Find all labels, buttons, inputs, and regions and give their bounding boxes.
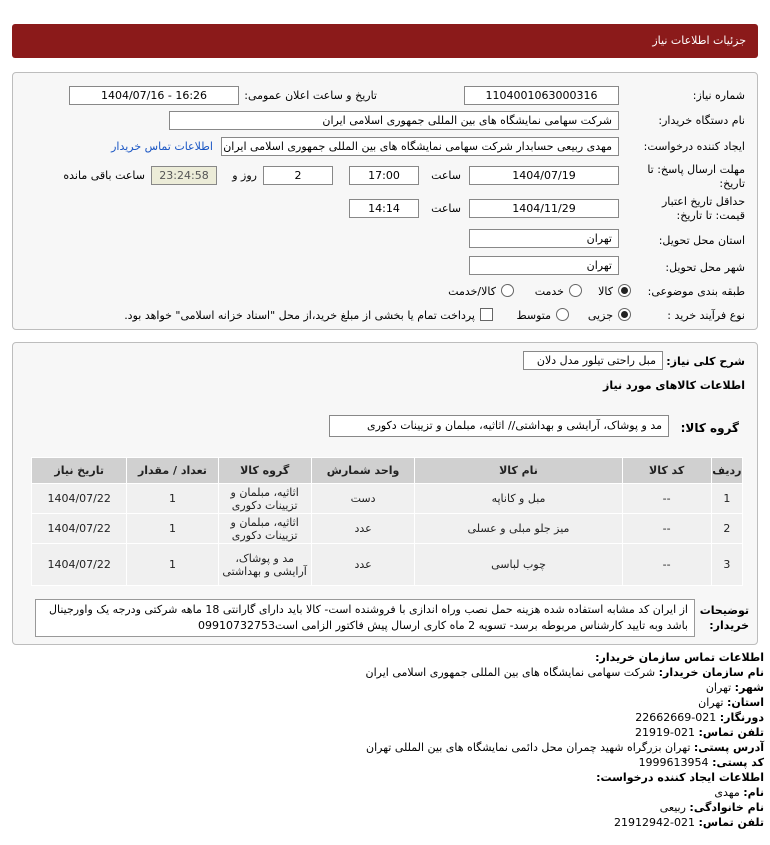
cell-name: مبل و کاناپه	[415, 484, 622, 514]
category-option-service: خدمت	[534, 285, 564, 298]
process-option-medium: متوسط	[516, 309, 551, 322]
validity-time-label: ساعت	[431, 202, 461, 215]
need-number-field: 1104001063000316	[464, 86, 619, 105]
validity-label: حداقل تاریخ اعتبار قیمت: تا تاریخ:	[661, 195, 745, 222]
cell-code: --	[622, 484, 711, 514]
family-label: نام خانوادگی:	[689, 801, 764, 814]
postal-value: 1999613954	[638, 756, 709, 769]
cell-group: مد و پوشاک، آرایشی و بهداشتی	[218, 544, 311, 586]
contact-city-value: تهران	[705, 681, 732, 694]
fax-value: 021-22662669	[635, 711, 717, 724]
cell-code: --	[622, 544, 711, 586]
table-header-row	[32, 458, 743, 484]
cell-code: --	[622, 514, 711, 544]
announce-label: تاریخ و ساعت اعلان عمومی:	[244, 89, 377, 102]
cell-row: 1	[711, 484, 742, 514]
notes-label: توضیحات خریدار:	[699, 604, 749, 632]
contact-province-label: استان:	[727, 696, 764, 709]
days-label: روز و	[232, 169, 257, 182]
city-label: شهر محل تحویل:	[665, 261, 745, 274]
category-label: طبقه بندی موضوعی:	[647, 285, 745, 298]
buyer-label: نام دستگاه خریدار:	[658, 114, 745, 127]
deadline-label: مهلت ارسال پاسخ: تا تاریخ:	[647, 163, 745, 190]
creator-phone-label: تلفن تماس:	[698, 816, 764, 829]
contact-province-value: تهران	[698, 696, 724, 709]
goods-table	[31, 457, 743, 586]
deadline-time-field: 17:00	[349, 166, 419, 185]
category-option-goods: کالا	[598, 285, 613, 298]
creator-label: ایجاد کننده درخواست:	[643, 140, 745, 153]
validity-time-field: 14:14	[349, 199, 419, 218]
category-radio-both[interactable]	[501, 284, 514, 297]
validity-date-field: 1404/11/29	[469, 199, 619, 218]
cell-qty: 1	[127, 484, 218, 514]
cell-qty: 1	[127, 514, 218, 544]
cell-unit: عدد	[311, 544, 415, 586]
goods-info-title: اطلاعات کالاهای مورد نیاز	[603, 379, 745, 392]
cell-date: 1404/07/22	[32, 484, 127, 514]
table-row	[32, 514, 743, 544]
process-radio-minor[interactable]	[618, 308, 631, 321]
category-option-both: کالا/خدمت	[448, 285, 496, 298]
cell-row: 3	[711, 544, 742, 586]
creator-contact-title: اطلاعات ایجاد کننده درخواست:	[596, 771, 764, 784]
creator-phone-value: 021-21912942	[614, 816, 696, 829]
process-radio-medium[interactable]	[556, 308, 569, 321]
col-group: گروه کالا	[218, 458, 311, 484]
cell-unit: دست	[311, 484, 415, 514]
treasury-checkbox[interactable]	[480, 308, 493, 321]
province-label: استان محل تحویل:	[658, 234, 745, 247]
process-label: نوع فرآیند خرید :	[667, 309, 745, 322]
category-radio-goods[interactable]	[618, 284, 631, 297]
need-info-panel	[12, 72, 758, 330]
contact-city-label: شهر:	[734, 681, 764, 694]
contact-info-link[interactable]: اطلاعات تماس خریدار	[111, 140, 213, 153]
name-label: نام:	[743, 786, 764, 799]
buyer-contact-title: اطلاعات تماس سازمان خریدار:	[595, 651, 764, 664]
summary-label: شرح کلی نیاز:	[666, 355, 745, 368]
cell-group: اثاثیه، مبلمان و تزیینات دکوری	[218, 484, 311, 514]
col-row: ردیف	[711, 458, 742, 484]
col-unit: واحد شمارش	[311, 458, 415, 484]
cell-name: میز جلو مبلی و عسلی	[415, 514, 622, 544]
deadline-date-field: 1404/07/19	[469, 166, 619, 185]
creator-field: مهدی ربیعی حسابدار شرکت سهامی نمایشگاه های بین المللی جمهوری اسلامی ایران	[221, 137, 619, 156]
days-field: 2	[263, 166, 333, 185]
col-name: نام کالا	[415, 458, 622, 484]
remaining-label: ساعت باقی مانده	[63, 169, 145, 182]
table-row	[32, 544, 743, 586]
fax-label: دورنگار:	[719, 711, 764, 724]
cell-date: 1404/07/22	[32, 514, 127, 544]
org-value: شرکت سهامی نمایشگاه های بین المللی جمهوری اسلامی ایران	[365, 666, 656, 679]
cell-row: 2	[711, 514, 742, 544]
province-field: تهران	[469, 229, 619, 248]
process-option-minor: جزیی	[587, 309, 613, 322]
contact-section	[14, 650, 764, 830]
page-header	[12, 24, 758, 58]
col-qty: تعداد / مقدار	[127, 458, 218, 484]
family-value: ربیعی	[659, 801, 686, 814]
table-row	[32, 484, 743, 514]
address-label: آدرس پستی:	[693, 741, 764, 754]
postal-label: کد پستی:	[712, 756, 764, 769]
cell-qty: 1	[127, 544, 218, 586]
notes-field: از ایران کد مشابه استفاده شده هزینه حمل نصب وراه اندازی با فروشنده است- کالا باید دارای گارانتی 18 ماهه شرکتی ودرجه یک واورجینال باشد وبه تایید کارشناس مربوطه برسد- تسویه 2 ماه کاری ارسال پیش فاکتور الزامی است09910732753	[35, 599, 695, 637]
deadline-time-label: ساعت	[431, 169, 461, 182]
category-radio-service[interactable]	[569, 284, 582, 297]
goods-group-label: گروه کالا:	[680, 421, 739, 435]
name-value: مهدی	[714, 786, 740, 799]
details-panel	[12, 342, 758, 645]
payment-note: پرداخت تمام یا بخشی از مبلغ خرید،از محل "اسناد خزانه اسلامی" خواهد بود.	[124, 309, 475, 322]
phone-label: تلفن تماس:	[698, 726, 764, 739]
col-date: تاریخ نیاز	[32, 458, 127, 484]
buyer-field: شرکت سهامی نمایشگاه های بین المللی جمهوری اسلامی ایران	[169, 111, 619, 130]
phone-value: 021-21919	[635, 726, 696, 739]
cell-group: اثاثیه، مبلمان و تزیینات دکوری	[218, 514, 311, 544]
announce-field: 1404/07/16 - 16:26	[69, 86, 239, 105]
need-number-label: شماره نیاز:	[692, 89, 745, 102]
page-title: جزئیات اطلاعات نیاز	[652, 34, 746, 47]
goods-group-field: مد و پوشاک، آرایشی و بهداشتی// اثاثیه، مبلمان و تزیینات دکوری	[329, 415, 669, 437]
org-label: نام سازمان خریدار:	[658, 666, 764, 679]
cell-date: 1404/07/22	[32, 544, 127, 586]
summary-field: مبل راحتی تیلور مدل دلان	[523, 351, 663, 370]
address-value: تهران بزرگراه شهید چمران محل دائمی نمایشگاه های بین المللی تهران	[366, 741, 691, 754]
remaining-time-field: 23:24:58	[151, 166, 217, 185]
col-code: کد کالا	[622, 458, 711, 484]
city-field: تهران	[469, 256, 619, 275]
cell-name: چوب لباسی	[415, 544, 622, 586]
cell-unit: عدد	[311, 514, 415, 544]
